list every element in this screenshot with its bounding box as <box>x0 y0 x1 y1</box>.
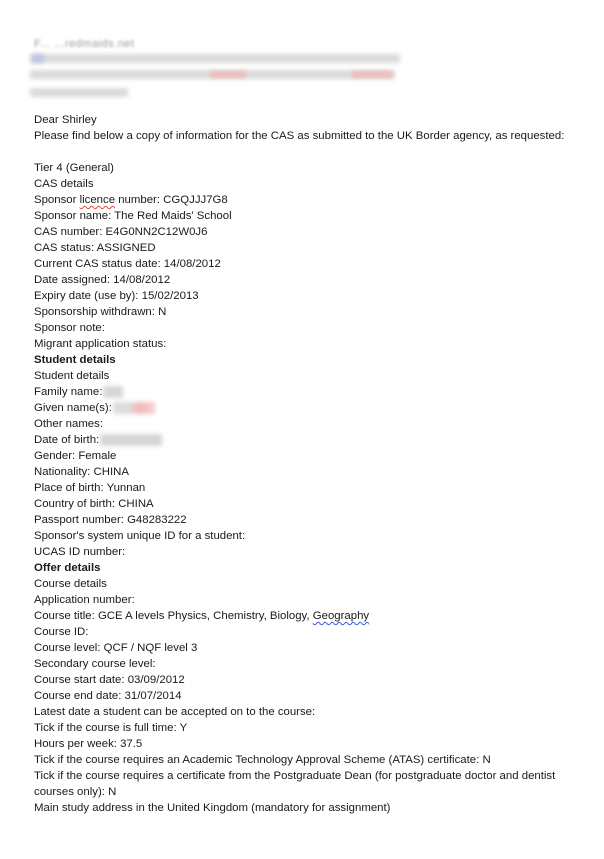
detail-line <box>34 464 574 480</box>
redacted-block <box>210 71 246 78</box>
detail-text: Secondary course level: <box>34 658 156 670</box>
letter-body <box>34 112 574 816</box>
detail-text: Application number: <box>34 594 135 606</box>
detail-line <box>34 208 574 224</box>
detail-line <box>34 176 574 192</box>
detail-text: Tick if the course requires an Academic Technology Approval Scheme (ATAS) certificate: N <box>34 754 491 766</box>
detail-text: CAS details <box>34 178 94 190</box>
detail-line <box>34 320 574 336</box>
detail-text: Offer details <box>34 562 101 574</box>
detail-line <box>34 256 574 272</box>
detail-line <box>34 400 574 416</box>
detail-text: Sponsor <box>34 194 80 206</box>
detail-line <box>34 752 574 768</box>
detail-line <box>34 768 574 800</box>
detail-text: Country of birth: CHINA <box>34 498 154 510</box>
detail-text: Expiry date (use by): 15/02/2013 <box>34 290 199 302</box>
detail-line <box>34 304 574 320</box>
detail-text: Tick if the course requires a certificate from the Postgraduate Dean (for postgraduate doctor and dentist courses only): N <box>34 770 556 798</box>
detail-text: Course end date: 31/07/2014 <box>34 690 182 702</box>
redacted-sender: F... ...redmaids.net <box>34 38 135 50</box>
redacted-block <box>352 71 392 78</box>
detail-text: Hours per week: 37.5 <box>34 738 143 750</box>
detail-line <box>34 224 574 240</box>
detail-text: Sponsor name: The Red Maids' School <box>34 210 232 222</box>
detail-text: UCAS ID number: <box>34 546 126 558</box>
detail-line <box>34 624 574 640</box>
detail-line <box>34 688 574 704</box>
detail-line <box>34 736 574 752</box>
detail-line <box>34 704 574 720</box>
detail-line <box>34 528 574 544</box>
detail-text: Place of birth: Yunnan <box>34 482 146 494</box>
detail-line <box>34 672 574 688</box>
detail-text: Date of birth: <box>34 434 100 446</box>
detail-text: Passport number: G48283222 <box>34 514 187 526</box>
detail-line <box>34 384 574 400</box>
detail-line <box>34 576 574 592</box>
greeting: Dear Shirley <box>34 114 97 126</box>
spellcheck-flagged-word: licence <box>79 194 116 206</box>
detail-line <box>34 656 574 672</box>
detail-line <box>34 448 574 464</box>
detail-text: Course level: QCF / NQF level 3 <box>34 642 198 654</box>
intro-line: Please find below a copy of information for the CAS as submitted to the UK Border agency, as requested: <box>34 130 565 142</box>
detail-line <box>34 416 574 432</box>
detail-text: Course ID: <box>34 626 89 638</box>
detail-text: Family name: <box>34 386 103 398</box>
detail-line <box>34 512 574 528</box>
detail-line <box>34 368 574 384</box>
detail-line <box>34 800 574 816</box>
redacted-email-header <box>30 36 410 102</box>
detail-line <box>34 432 574 448</box>
detail-text: Latest date a student can be accepted on to the course: <box>34 706 316 718</box>
detail-text: Current CAS status date: 14/08/2012 <box>34 258 221 270</box>
detail-text: Tier 4 (General) <box>34 162 114 174</box>
detail-text: Given name(s): <box>34 402 112 414</box>
blank-line <box>34 144 574 160</box>
detail-line <box>34 480 574 496</box>
detail-text: CAS status: ASSIGNED <box>34 242 156 254</box>
section-heading <box>34 352 574 368</box>
detail-text: Date assigned: 14/08/2012 <box>34 274 171 286</box>
detail-text: Course title: GCE A levels Physics, Chemistry, Biology, <box>34 610 313 622</box>
detail-text: Course start date: 03/09/2012 <box>34 674 185 686</box>
detail-line <box>34 272 574 288</box>
detail-text: Nationality: CHINA <box>34 466 129 478</box>
detail-text: Sponsor's system unique ID for a student: <box>34 530 246 542</box>
detail-line <box>34 640 574 656</box>
detail-line <box>34 288 574 304</box>
detail-text: CAS number: E4G0NN2C12W0J6 <box>34 226 208 238</box>
detail-text: Student details <box>34 354 116 366</box>
detail-line <box>34 608 574 624</box>
detail-text: Gender: Female <box>34 450 117 462</box>
redacted-block <box>30 54 400 63</box>
detail-text: Main study address in the United Kingdom (mandatory for assignment) <box>34 802 391 814</box>
cas-details-list <box>34 160 574 816</box>
detail-text: Other names: <box>34 418 104 430</box>
detail-text: number: CGQJJJ7G8 <box>115 194 228 206</box>
detail-text: Student details <box>34 370 110 382</box>
detail-line <box>34 720 574 736</box>
detail-line <box>34 544 574 560</box>
redacted-value <box>100 434 162 446</box>
redacted-block <box>32 54 44 63</box>
detail-text: Migrant application status: <box>34 338 167 350</box>
detail-line <box>34 192 574 208</box>
redacted-value <box>113 402 155 414</box>
detail-text: Sponsor note: <box>34 322 105 334</box>
detail-text: Course details <box>34 578 107 590</box>
spellcheck-flagged-word: Geography <box>312 610 370 622</box>
detail-text: Tick if the course is full time: Y <box>34 722 188 734</box>
redacted-value <box>103 386 123 398</box>
section-heading <box>34 560 574 576</box>
detail-line <box>34 160 574 176</box>
detail-line <box>34 336 574 352</box>
detail-line <box>34 592 574 608</box>
detail-text: Sponsorship withdrawn: N <box>34 306 167 318</box>
redacted-block <box>30 88 128 97</box>
detail-line <box>34 496 574 512</box>
detail-line <box>34 240 574 256</box>
